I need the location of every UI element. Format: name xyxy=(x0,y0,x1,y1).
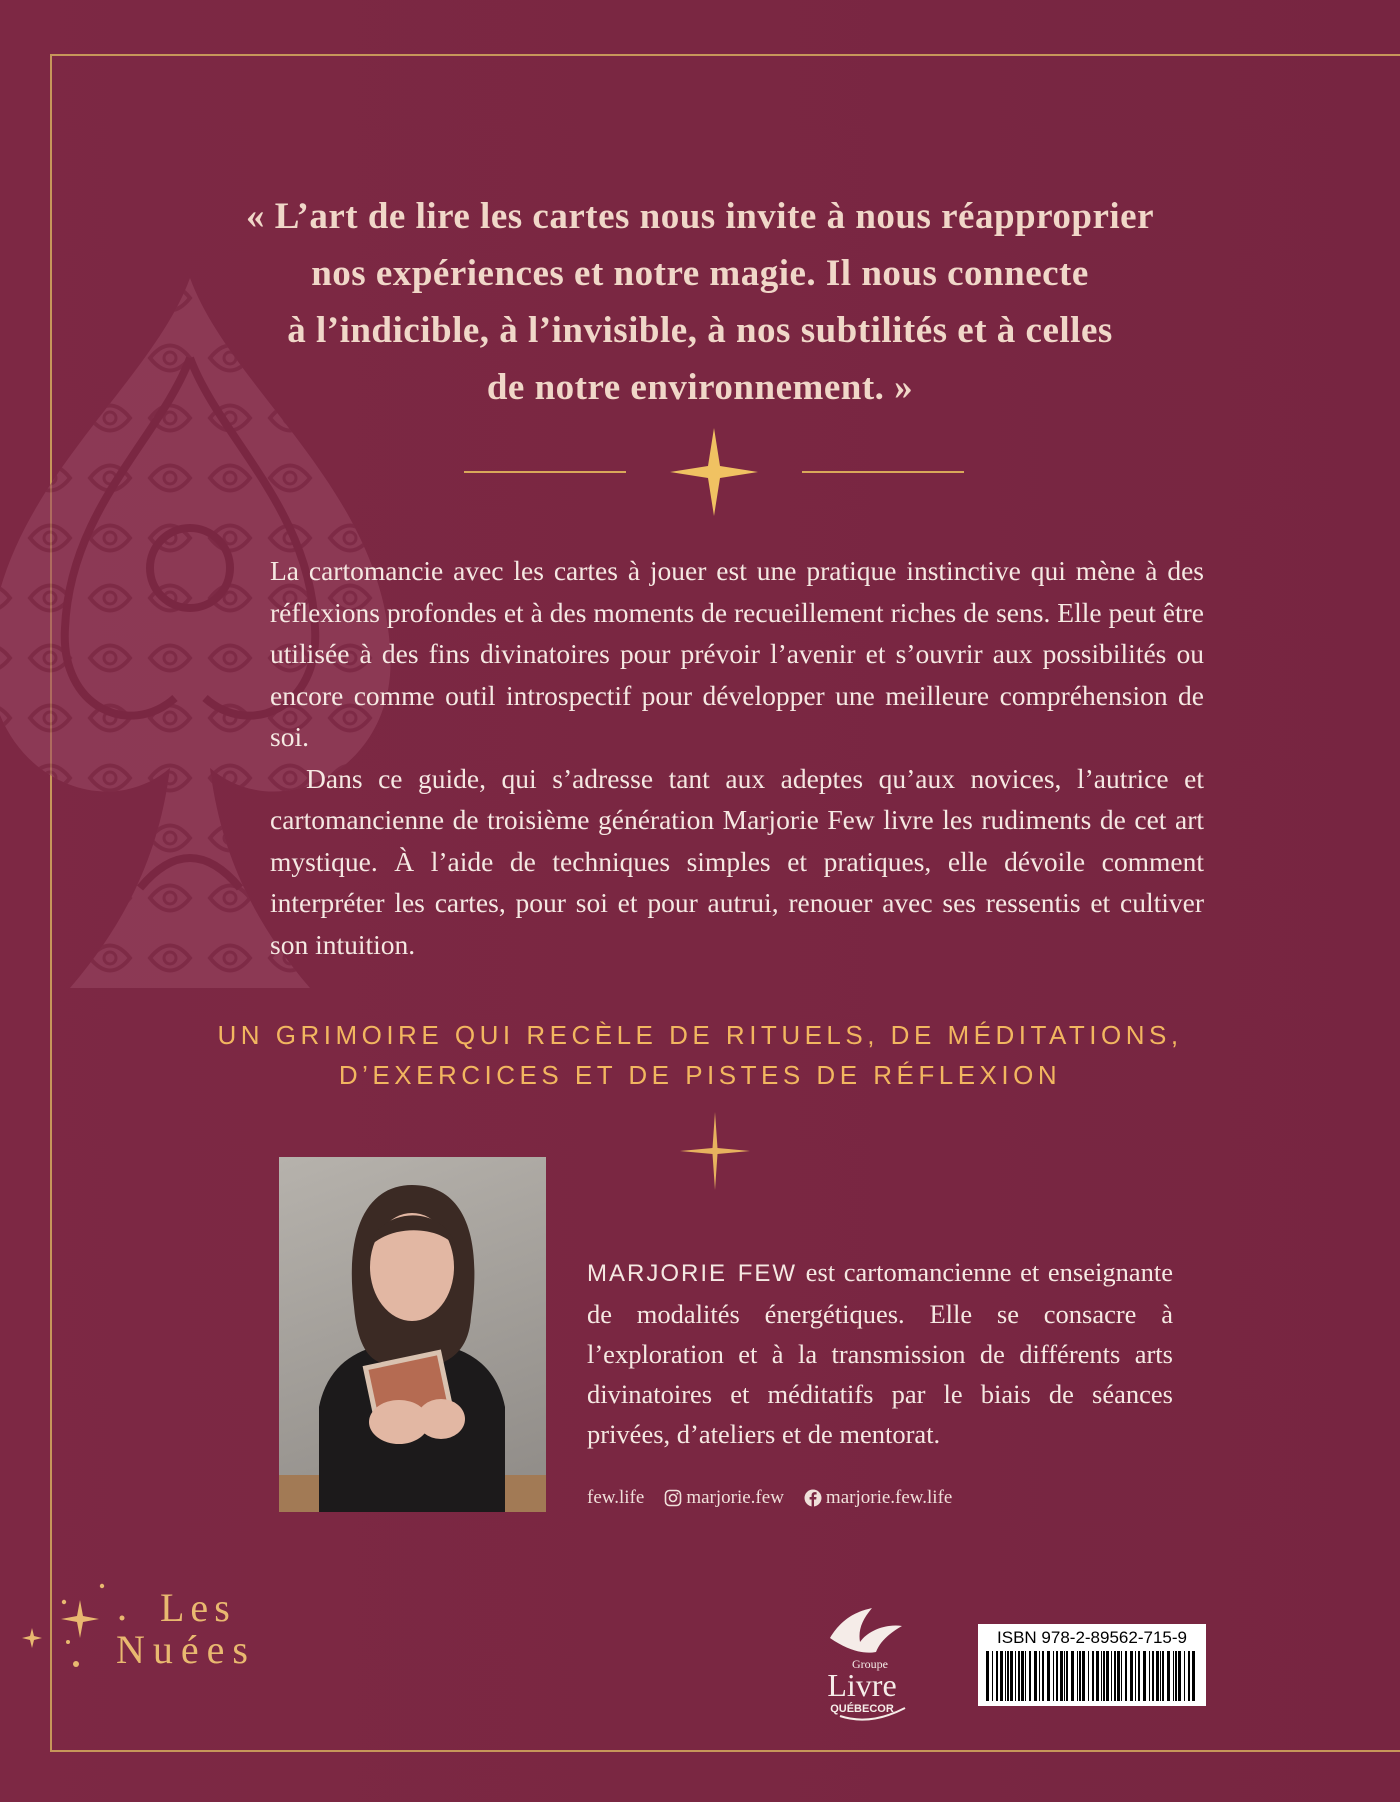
tagline-line: D’EXERCICES ET DE PISTES DE RÉFLEXION xyxy=(338,1060,1062,1090)
description-paragraph: La cartomancie avec les cartes à jouer est une pratique instinctive qui mène à des réflexions profondes et à des moments de recueillement riches de sens. Elle peut être utilisée à des fins divinatoires pour prévoir l’avenir et s’ouvrir aux possibilités ou encore comme outil introspectif pour développer une meilleure compréhension de soi. xyxy=(270,555,1204,752)
author-bio xyxy=(587,1252,1173,1454)
description-paragraph: Dans ce guide, qui s’adresse tant aux adeptes qu’aux novices, l’autrice et cartomancienne de troisième génération Marjorie Few livre les rudiments de cet art mystique. À l’aide de techniques simples et pratiques, elle dévoile comment interpréter les cartes, pour soi et pour autrui, renouer avec ses ressentis et cultiver son intuition. xyxy=(270,762,1204,960)
author-name: MARJORIE FEW xyxy=(587,1260,798,1287)
barcode-icon xyxy=(984,1651,1200,1701)
quote-line: à l’indicible, à l’invisible, à nos subtilités et à celles xyxy=(287,310,1113,351)
instagram-handle: marjorie.few xyxy=(686,1487,784,1508)
pull-quote xyxy=(150,188,1250,416)
collection-logo xyxy=(20,1580,280,1690)
isbn-number: ISBN 978-2-89562-715-9 xyxy=(997,1628,1187,1647)
publisher-logo xyxy=(810,1608,920,1728)
website-text: few.life xyxy=(587,1487,645,1508)
tagline xyxy=(150,1015,1250,1095)
author-socials xyxy=(587,1487,952,1509)
isbn-block xyxy=(978,1624,1206,1706)
website-link[interactable] xyxy=(587,1487,644,1509)
publisher-group: Groupe xyxy=(852,1657,888,1671)
quote-line: nos expériences et notre magie. Il nous connecte xyxy=(311,253,1089,294)
tagline-line: UN GRIMOIRE QUI RECÈLE DE RITUELS, DE MÉDITATIONS, xyxy=(217,1020,1183,1050)
facebook-icon xyxy=(804,1489,822,1507)
instagram-icon xyxy=(664,1489,682,1507)
collection-word: Les xyxy=(160,1585,236,1630)
star-divider xyxy=(464,428,964,518)
description xyxy=(270,550,1204,965)
quote-line: de notre environnement. » xyxy=(486,367,914,408)
sparkle-star-icon xyxy=(680,1112,750,1190)
publisher-brand: Livre xyxy=(827,1667,897,1703)
collection-word: Nuées xyxy=(116,1627,256,1672)
bird-logo-icon xyxy=(830,1608,902,1653)
facebook-link[interactable] xyxy=(804,1487,952,1509)
author-bio-text: est cartomancienne et enseignante de modalités énergétiques. Elle se consacre à l’exploration et à la transmission de différents arts divinatoires et méditatifs par le biais de séances privées, d’ateliers et de mentorat. xyxy=(587,1257,1174,1449)
author-photo xyxy=(279,1157,546,1512)
quote-line: « L’art de lire les cartes nous invite à nous réapproprier xyxy=(245,196,1155,237)
facebook-handle: marjorie.few.life xyxy=(825,1487,953,1508)
sparkle-star-icon xyxy=(670,428,758,516)
publisher-sub-brand: QUÉBECOR xyxy=(830,1703,894,1715)
instagram-link[interactable] xyxy=(664,1487,784,1509)
